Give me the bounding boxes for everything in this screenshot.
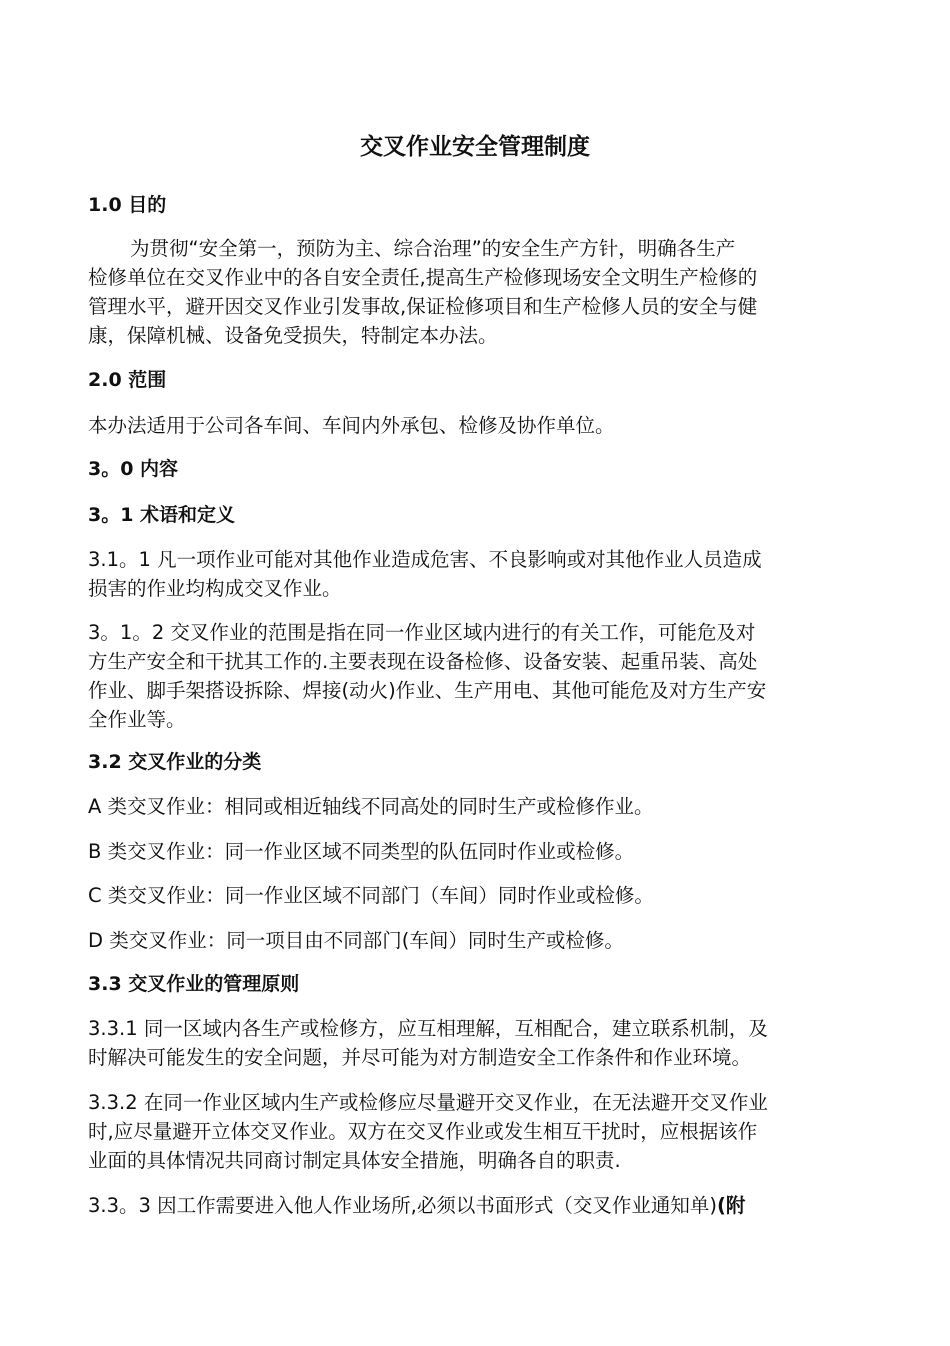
paragraph-line: 方生产安全和干扰其工作的.主要表现在设备检修、设备安装、起重吊装、高处 [88,650,758,673]
paragraph-line: 时,应尽量避开立体交叉作业。双方在交叉作业或发生相互干扰时，应根据该作 [88,1120,758,1143]
terms-paragraph-2 [88,618,864,734]
paragraph-line: 损害的作业均构成交叉作业。 [88,577,342,600]
classification-item: A 类交叉作业：相同或相近轴线不同高处的同时生产或检修作业。 [88,795,654,818]
scope-paragraph: 本办法适用于公司各车间、车间内外承包、检修及协作单位。 [88,414,615,437]
principles-paragraph-1 [88,1014,864,1072]
subsection-heading-classification: 3.2 交叉作业的分类 [88,751,262,773]
paragraph-bold-text: (附 [716,1194,746,1217]
paragraph-line: 3。1。2 交叉作业的范围是指在同一作业区域内进行的有关工作，可能危及对 [88,621,756,644]
paragraph-line: 时解决可能发生的安全问题，并尽可能为对方制造安全工作条件和作业环境。 [88,1046,752,1069]
section-heading-content: 3。0 内容 [88,458,179,480]
principles-paragraph-2 [88,1088,864,1175]
classification-item: D 类交叉作业：同一项目由不同部门(车间）同时生产或检修。 [88,929,624,952]
paragraph-line: 作业、脚手架搭设拆除、焊接(动火)作业、生产用电、其他可能危及对方生产安 [88,679,767,702]
document-title: 交叉作业安全管理制度 [360,134,590,160]
paragraph-text: 3.3。3 因工作需要进入他人作业场所,必须以书面形式（交叉作业通知单) [88,1194,717,1217]
section-heading-scope: 2.0 范围 [88,369,167,391]
subsection-heading-terms: 3。1 术语和定义 [88,504,236,526]
paragraph-line: 全作业等。 [88,708,186,731]
principles-paragraph-3 [88,1191,864,1220]
paragraph-line: 业面的具体情况共同商讨制定具体安全措施，明确各自的职责. [88,1149,621,1172]
paragraph-line: 康，保障机械、设备免受损失，特制定本办法。 [88,324,498,347]
subsection-heading-principles: 3.3 交叉作业的管理原则 [88,973,300,995]
section-heading-purpose: 1.0 目的 [88,194,167,216]
paragraph-line: 检修单位在交叉作业中的各自安全责任,提高生产检修现场安全文明生产检修的 [88,266,758,289]
classification-item: B 类交叉作业：同一作业区域不同类型的队伍同时作业或检修。 [88,840,635,863]
paragraph-line: 3.1。1 凡一项作业可能对其他作业造成危害、不良影响或对其他作业人员造成 [88,548,762,571]
classification-item: C 类交叉作业：同一作业区域不同部门（车间）同时作业或检修。 [88,884,654,907]
paragraph-line: 管理水平，避开因交叉作业引发事故,保证检修项目和生产检修人员的安全与健 [88,295,758,318]
terms-paragraph-1 [88,545,864,603]
paragraph-line: 为贯彻“安全第一，预防为主、综合治理”的安全生产方针，明确各生产 [130,237,736,260]
purpose-paragraph [88,234,864,350]
paragraph-line: 3.3.1 同一区域内各生产或检修方，应互相理解，互相配合，建立联系机制，及 [88,1017,768,1040]
paragraph-line: 3.3.2 在同一作业区域内生产或检修应尽量避开交叉作业，在无法避开交叉作业 [88,1091,768,1114]
